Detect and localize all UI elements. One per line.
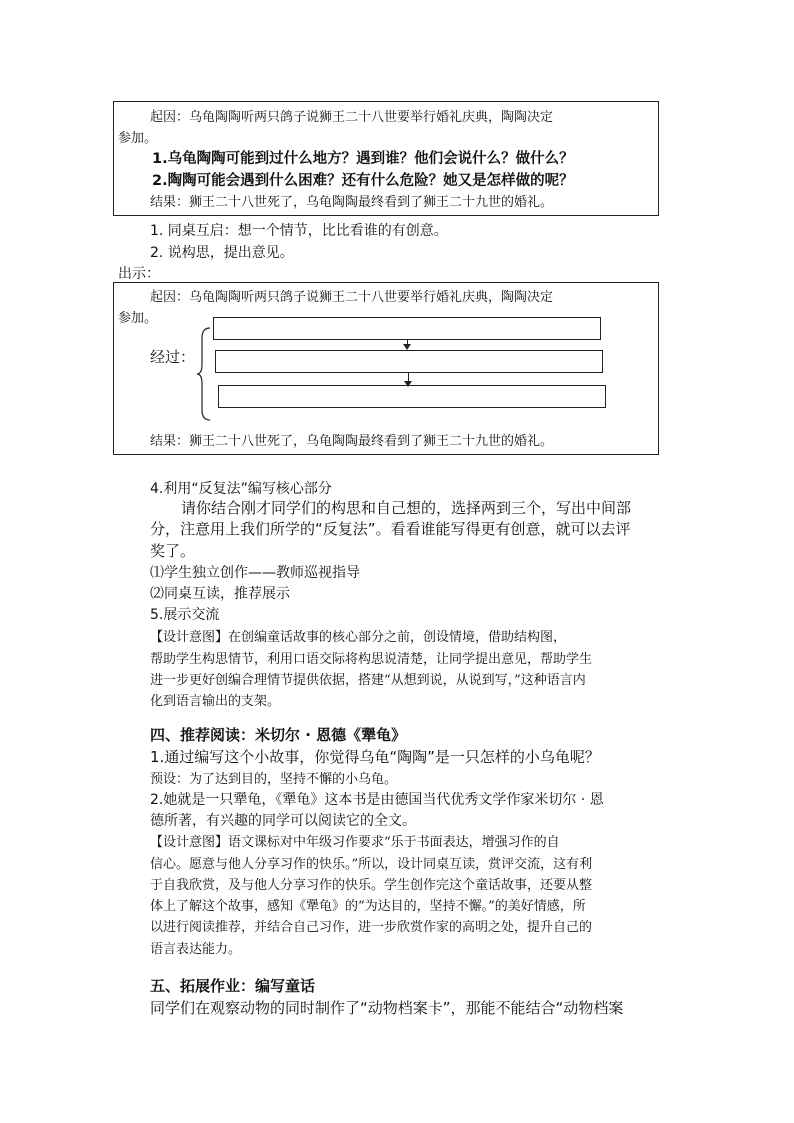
brace-icon xyxy=(196,326,212,422)
design-intent: 于自我欣赏，及与他人分享习作的快乐。学生创作完这个童话故事，还要从整 xyxy=(150,878,593,893)
result-text: 结果：狮王二十八世死了，乌龟陶陶最终看到了狮王二十九世的婚礼。 xyxy=(150,434,554,449)
paragraph-line: 请你结合刚才同学们的构思和自己想的，选择两到三个，写出中间部 xyxy=(181,499,632,517)
section-title: 五、拓展作业：编写童话 xyxy=(150,977,316,995)
question: 1.通过编写这个小故事，你觉得乌龟“陶陶”是一只怎样的小乌龟呢？ xyxy=(150,748,600,766)
design-intent: 【设计意图】在创编童话故事的核心部分之前，创设情境，借助结构图， xyxy=(150,630,567,645)
step-2: 2. 说构思，提出意见。 xyxy=(150,245,294,261)
question-1: 1.乌龟陶陶可能到过什么地方？遇到谁？他们会说什么？做什么？ xyxy=(152,151,574,167)
process-step-box-2 xyxy=(215,350,603,373)
paragraph-line: 分，注意用上我们所学的“反复法”。看看谁能写得更有创意，就可以去评 xyxy=(150,520,631,538)
paragraph-line: 2.她就是一只犟龟，《犟龟》这本书是由德国当代优秀文学作家米切尔 · 恩 xyxy=(150,792,604,808)
design-intent: 进一步更好创编合理情节提供依据，搭建“从想到说，从说到写，”这种语言内 xyxy=(150,673,586,688)
section-heading: 4.利用“反复法”编写核心部分 xyxy=(150,481,332,497)
section-title: 四、推荐阅读：米切尔 · 恩德《犟龟》 xyxy=(150,726,407,744)
show-label: 出示： xyxy=(118,266,160,282)
design-intent: 化到语言输出的支架。 xyxy=(150,694,281,709)
result-text: 结果：狮王二十八世死了，乌龟陶陶最终看到了狮王二十九世的婚礼。 xyxy=(150,195,554,210)
cause-text: 起因：乌龟陶陶听两只鸽子说狮王二十八世要举行婚礼庆典，陶陶决定 xyxy=(150,290,554,305)
preset-answer: 预设：为了达到目的，坚持不懈的小乌龟。 xyxy=(150,772,398,787)
design-intent: 帮助学生构思情节，利用口语交际将构思说清楚，让同学提出意见，帮助学生 xyxy=(150,652,593,667)
design-intent: 信心。愿意与他人分享习作的快乐。”所以，设计同桌互读，赏评交流，这有利 xyxy=(150,857,593,872)
process-label: 经过： xyxy=(150,348,196,366)
cause-text-cont: 参加。 xyxy=(118,311,158,326)
design-intent: 【设计意图】语文课标对中年级习作要求“乐于书面表达，增强习作的自 xyxy=(150,835,560,850)
question-2: 2.陶陶可能会遇到什么困难？还有什么危险？她又是怎样做的呢？ xyxy=(152,173,574,189)
paragraph-line: 德所著，有兴趣的同学可以阅读它的全文。 xyxy=(150,813,416,829)
design-intent: 语言表达能力。 xyxy=(150,942,242,957)
list-item: ⑴学生独立创作——教师巡视指导 xyxy=(150,565,360,581)
list-item: ⑵同桌互读，推荐展示 xyxy=(150,586,290,602)
design-intent: 体上了解这个故事，感知《犟龟》的“为达目的，坚持不懈。”的美好情感，所 xyxy=(150,899,586,914)
design-intent: 以进行阅读推荐，并结合自己习作，进一步欣赏作家的高明之处，提升自己的 xyxy=(150,920,593,935)
cause-text-cont: 参加。 xyxy=(118,131,158,146)
cause-text: 起因：乌龟陶陶听两只鸽子说狮王二十八世要举行婚礼庆典，陶陶决定 xyxy=(150,110,554,125)
paragraph-line: 同学们在观察动物的同时制作了“动物档案卡”，那能不能结合“动物档案 xyxy=(150,999,624,1017)
list-item: 5.展示交流 xyxy=(150,607,220,623)
paragraph-line: 奖了。 xyxy=(150,542,196,560)
process-step-box-3 xyxy=(218,385,606,408)
process-step-box-1 xyxy=(213,317,601,340)
step-1: 1. 同桌互启：想一个情节，比比看谁的有创意。 xyxy=(150,223,448,239)
